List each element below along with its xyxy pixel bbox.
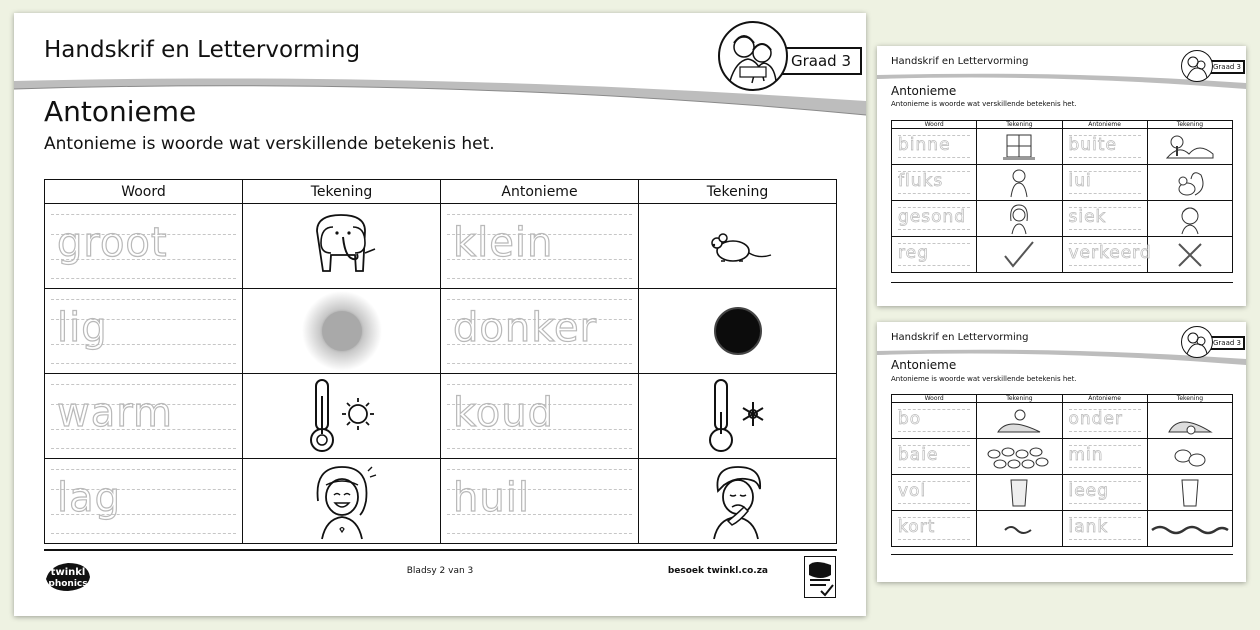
tick-icon bbox=[999, 240, 1039, 270]
column-header-word: Woord bbox=[892, 121, 977, 129]
picture-cell bbox=[1147, 475, 1232, 511]
table-row bbox=[45, 204, 837, 289]
trace-word: leeg bbox=[1068, 481, 1109, 501]
worksheet-page-main bbox=[14, 13, 866, 616]
trace-cell[interactable] bbox=[45, 289, 243, 374]
glowing-light-icon bbox=[299, 291, 385, 371]
trace-cell[interactable] bbox=[441, 289, 639, 374]
column-header-word: Woord bbox=[892, 395, 977, 403]
column-header-picture: Tekening bbox=[243, 180, 441, 204]
logo-text-bottom: phonics bbox=[48, 579, 88, 589]
trace-word: onder bbox=[1068, 409, 1123, 429]
table-row bbox=[892, 475, 1233, 511]
trace-cell bbox=[1062, 475, 1147, 511]
trace-cell bbox=[1062, 511, 1147, 547]
children-icon bbox=[1182, 51, 1212, 81]
page-subtitle: Antonieme is woorde wat verskillende betekenis het. bbox=[44, 134, 495, 154]
pile-icon bbox=[1165, 406, 1215, 436]
header-title: Handskrif en Lettervorming bbox=[891, 56, 1029, 67]
table-row bbox=[892, 439, 1233, 475]
trace-word: bo bbox=[898, 409, 922, 429]
footer-divider bbox=[891, 282, 1233, 283]
trace-word: verkeerd bbox=[1068, 243, 1152, 263]
column-header-picture: Tekening bbox=[639, 180, 837, 204]
trace-cell bbox=[892, 475, 977, 511]
page-number: Bladsy 2 van 3 bbox=[406, 566, 474, 576]
picture-cell bbox=[1147, 129, 1232, 165]
children-badge bbox=[718, 21, 788, 91]
glass-icon bbox=[1004, 477, 1034, 509]
trace-cell bbox=[892, 439, 977, 475]
table-row bbox=[45, 289, 837, 374]
trace-cell bbox=[892, 237, 977, 273]
mouse-icon bbox=[703, 221, 773, 271]
picture-cell bbox=[977, 201, 1062, 237]
picture-cell bbox=[243, 204, 441, 289]
many-sweets-icon bbox=[984, 442, 1054, 472]
cross-icon bbox=[1175, 240, 1205, 270]
children-badge bbox=[1181, 326, 1213, 358]
column-header-antonym: Antonieme bbox=[1062, 121, 1147, 129]
picture-cell bbox=[977, 237, 1062, 273]
lazy-squirrel-icon bbox=[1173, 167, 1207, 199]
elephant-icon bbox=[303, 207, 381, 285]
window-room-icon bbox=[997, 132, 1041, 162]
trace-word: reg bbox=[898, 243, 929, 263]
antonym-table bbox=[891, 394, 1233, 547]
trace-word: klein bbox=[453, 220, 554, 266]
dark-circle-icon bbox=[711, 304, 765, 358]
picture-cell bbox=[639, 204, 837, 289]
picture-cell bbox=[977, 511, 1062, 547]
crying-boy-icon bbox=[698, 461, 778, 541]
trace-word: buite bbox=[1068, 135, 1117, 155]
picture-cell bbox=[977, 165, 1062, 201]
trace-word: baie bbox=[898, 445, 939, 465]
table-row bbox=[45, 374, 837, 459]
trace-word: siek bbox=[1068, 207, 1107, 227]
worksheet-thumbnail-1[interactable] bbox=[877, 46, 1246, 306]
table-row bbox=[892, 237, 1233, 273]
trace-cell bbox=[892, 165, 977, 201]
trace-word: gesond bbox=[898, 207, 967, 227]
column-header-picture: Tekening bbox=[977, 395, 1062, 403]
page-subtitle: Antonieme is woorde wat verskillende betekenis het. bbox=[891, 100, 1077, 108]
footer-divider bbox=[44, 549, 837, 551]
picture-cell bbox=[977, 475, 1062, 511]
table-row bbox=[892, 165, 1233, 201]
trace-word: vol bbox=[898, 481, 927, 501]
picture-cell bbox=[1147, 439, 1232, 475]
header-title: Handskrif en Lettervorming bbox=[891, 332, 1029, 343]
pile-icon bbox=[994, 406, 1044, 436]
page-title: Antonieme bbox=[891, 84, 957, 98]
picture-cell bbox=[1147, 165, 1232, 201]
trace-word: koud bbox=[453, 390, 554, 436]
picture-cell bbox=[977, 403, 1062, 439]
sick-boy-icon bbox=[1175, 203, 1205, 235]
footer-divider bbox=[891, 554, 1233, 555]
picture-cell bbox=[639, 374, 837, 459]
page-title: Antonieme bbox=[44, 95, 197, 128]
table-row bbox=[45, 459, 837, 544]
picture-cell bbox=[243, 289, 441, 374]
trace-word: fluks bbox=[898, 171, 944, 191]
picture-cell bbox=[977, 129, 1062, 165]
trace-cell bbox=[892, 129, 977, 165]
picture-cell bbox=[243, 459, 441, 544]
glass-icon bbox=[1175, 477, 1205, 509]
antonym-table bbox=[44, 179, 837, 544]
trace-cell[interactable] bbox=[45, 374, 243, 459]
trace-cell bbox=[892, 403, 977, 439]
trace-cell bbox=[1062, 201, 1147, 237]
short-snake-icon bbox=[999, 522, 1039, 536]
trace-word: huil bbox=[453, 475, 530, 521]
trace-word: min bbox=[1068, 445, 1104, 465]
column-header-picture: Tekening bbox=[977, 121, 1062, 129]
quality-standard-badge bbox=[804, 556, 836, 598]
picture-cell bbox=[1147, 201, 1232, 237]
trace-cell[interactable] bbox=[441, 374, 639, 459]
picture-cell bbox=[243, 374, 441, 459]
column-header-antonym: Antonieme bbox=[441, 180, 639, 204]
laughing-girl-icon bbox=[302, 461, 382, 541]
table-row bbox=[892, 201, 1233, 237]
picture-cell bbox=[639, 289, 837, 374]
trace-word: lui bbox=[1068, 171, 1092, 191]
column-header-word: Woord bbox=[45, 180, 243, 204]
twinkl-phonics-logo bbox=[44, 559, 92, 599]
trace-word: donker bbox=[453, 305, 598, 351]
trace-word: binne bbox=[898, 135, 951, 155]
trace-cell bbox=[892, 511, 977, 547]
picture-cell bbox=[639, 459, 837, 544]
page-title: Antonieme bbox=[891, 358, 957, 372]
picture-cell bbox=[1147, 237, 1232, 273]
logo-text-top: twinkl bbox=[50, 567, 86, 578]
trace-word: kort bbox=[898, 517, 936, 537]
grade-label: Graad 3 bbox=[1209, 336, 1245, 350]
table-row bbox=[892, 129, 1233, 165]
grade-label: Graad 3 bbox=[1209, 60, 1245, 74]
header-title: Handskrif en Lettervorming bbox=[44, 37, 361, 63]
trace-cell[interactable] bbox=[45, 204, 243, 289]
children-icon bbox=[720, 23, 786, 89]
column-header-antonym: Antonieme bbox=[1062, 395, 1147, 403]
trace-cell bbox=[1062, 237, 1152, 273]
antonym-table bbox=[891, 120, 1233, 273]
trace-cell bbox=[1062, 403, 1147, 439]
trace-cell bbox=[892, 201, 977, 237]
column-header-picture: Tekening bbox=[1147, 121, 1232, 129]
grade-label: Graad 3 bbox=[780, 47, 862, 75]
column-header-picture: Tekening bbox=[1147, 395, 1232, 403]
landscape-icon bbox=[1165, 132, 1215, 162]
trace-cell bbox=[1062, 165, 1147, 201]
trace-word: warm bbox=[57, 390, 173, 436]
trace-word: groot bbox=[57, 220, 168, 266]
children-badge bbox=[1181, 50, 1213, 82]
trace-cell[interactable] bbox=[45, 459, 243, 544]
children-icon bbox=[1182, 327, 1212, 357]
busy-girl-icon bbox=[1004, 167, 1034, 199]
trace-word: lank bbox=[1068, 517, 1109, 537]
table-row bbox=[892, 511, 1233, 547]
website-link[interactable]: besoek twinkl.co.za bbox=[667, 566, 768, 576]
table-row bbox=[892, 403, 1233, 439]
trace-word: lag bbox=[57, 475, 122, 521]
trace-cell bbox=[1062, 439, 1147, 475]
trace-cell[interactable] bbox=[441, 204, 639, 289]
thermometer-snowflake-icon bbox=[703, 376, 773, 456]
trace-cell[interactable] bbox=[441, 459, 639, 544]
picture-cell bbox=[1147, 403, 1232, 439]
trace-word: lig bbox=[57, 305, 108, 351]
trace-cell bbox=[1062, 129, 1147, 165]
picture-cell bbox=[1147, 511, 1232, 547]
long-snake-icon bbox=[1150, 522, 1230, 536]
worksheet-thumbnail-2[interactable] bbox=[877, 322, 1246, 582]
page-subtitle: Antonieme is woorde wat verskillende betekenis het. bbox=[891, 375, 1077, 383]
picture-cell bbox=[977, 439, 1062, 475]
healthy-girl-icon bbox=[1004, 203, 1034, 235]
few-sweets-icon bbox=[1165, 442, 1215, 472]
thermometer-sun-icon bbox=[302, 376, 382, 456]
